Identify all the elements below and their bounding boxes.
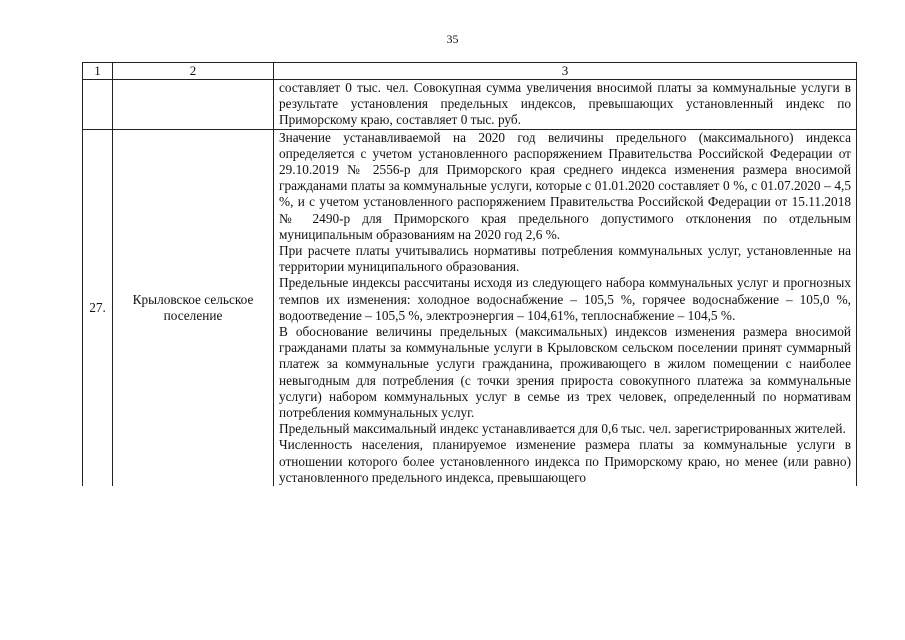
paragraph-residents: Предельный максимальный индекс устанавливается для 0,6 тыс. чел. зарегистрированных жителей. <box>279 421 846 437</box>
paragraph-service-rates: Предельные индексы рассчитаны исходя из следующего набора коммунальных услуг и прогнозных темпов их изменения: холодное водоснабжение – 105,5 %, горячее водоснабжение – 105,0 %, водоотведение – 105,5 %, электроэнергия – 104,61%, теплоснабжение – 104,5 %. <box>279 275 851 323</box>
row-number: 27. <box>83 129 113 486</box>
continuation-number-cell <box>83 80 113 130</box>
column-header-3: 3 <box>274 63 857 80</box>
row-description-cell <box>274 129 857 486</box>
continuation-text: составляет 0 тыс. чел. Совокупная сумма увеличения вносимой платы за коммунальные услуги в результате установления предельных индексов, превышающих установленный индекс по Приморскому краю, составляет 0 тыс. руб. <box>279 80 851 128</box>
paragraph-justification: В обоснование величины предельных (максимальных) индексов изменения размера вносимой гражданами платы за коммунальные услуги в Крыловском сельском поселении принят суммарный платеж за коммунальные услуги гражданина, проживающего в жилом помещении с наиболее невыгодным для потребления (с точки зрения прироста совокупного платежа за коммунальные услуги) набором коммунальных услуг в семье из трех человек, определенный по нормативам потребления коммунальных услуг. <box>279 324 851 421</box>
paragraph-population: Численность населения, планируемое изменение размера платы за коммунальные услуги в отношении которого более установленного индекса по Приморскому краю, но менее (или равно) установленного предельного индекса, превышающего <box>279 437 851 485</box>
column-header-2: 2 <box>113 63 274 80</box>
table-row <box>83 129 857 486</box>
document-table <box>82 62 857 486</box>
row-description <box>274 130 856 486</box>
row-municipality-name: Крыловское сельское поселение <box>113 129 274 486</box>
continuation-name-cell <box>113 80 274 130</box>
paragraph-consumption-norms: При расчете платы учитывались нормативы потребления коммунальных услуг, установленные на территории муниципального образования. <box>279 243 851 275</box>
continuation-text-cell <box>274 80 857 130</box>
paragraph-index-basis: Значение устанавливаемой на 2020 год величины предельного (максимального) индекса определяется с учетом установленного распоряжением Правительства Российской Федерации от 29.10.2019 № 2556-р для Приморского края среднего индекса изменения размера вносимой гражданами платы за коммунальные услуги, которые с 01.01.2020 составляет 0 %, с 01.07.2020 – 4,5 %, и с учетом установленного распоряжением Правительства Российской Федерации от 15.11.2018 № 2490-р для Приморского края предельного допустимого отклонения по отдельным муниципальным образованиям на 2020 год 2,6 %. <box>279 129 851 242</box>
table-header-row <box>83 63 857 80</box>
page-number: 35 <box>446 32 459 46</box>
column-header-1: 1 <box>83 63 113 80</box>
continuation-row <box>83 80 857 130</box>
